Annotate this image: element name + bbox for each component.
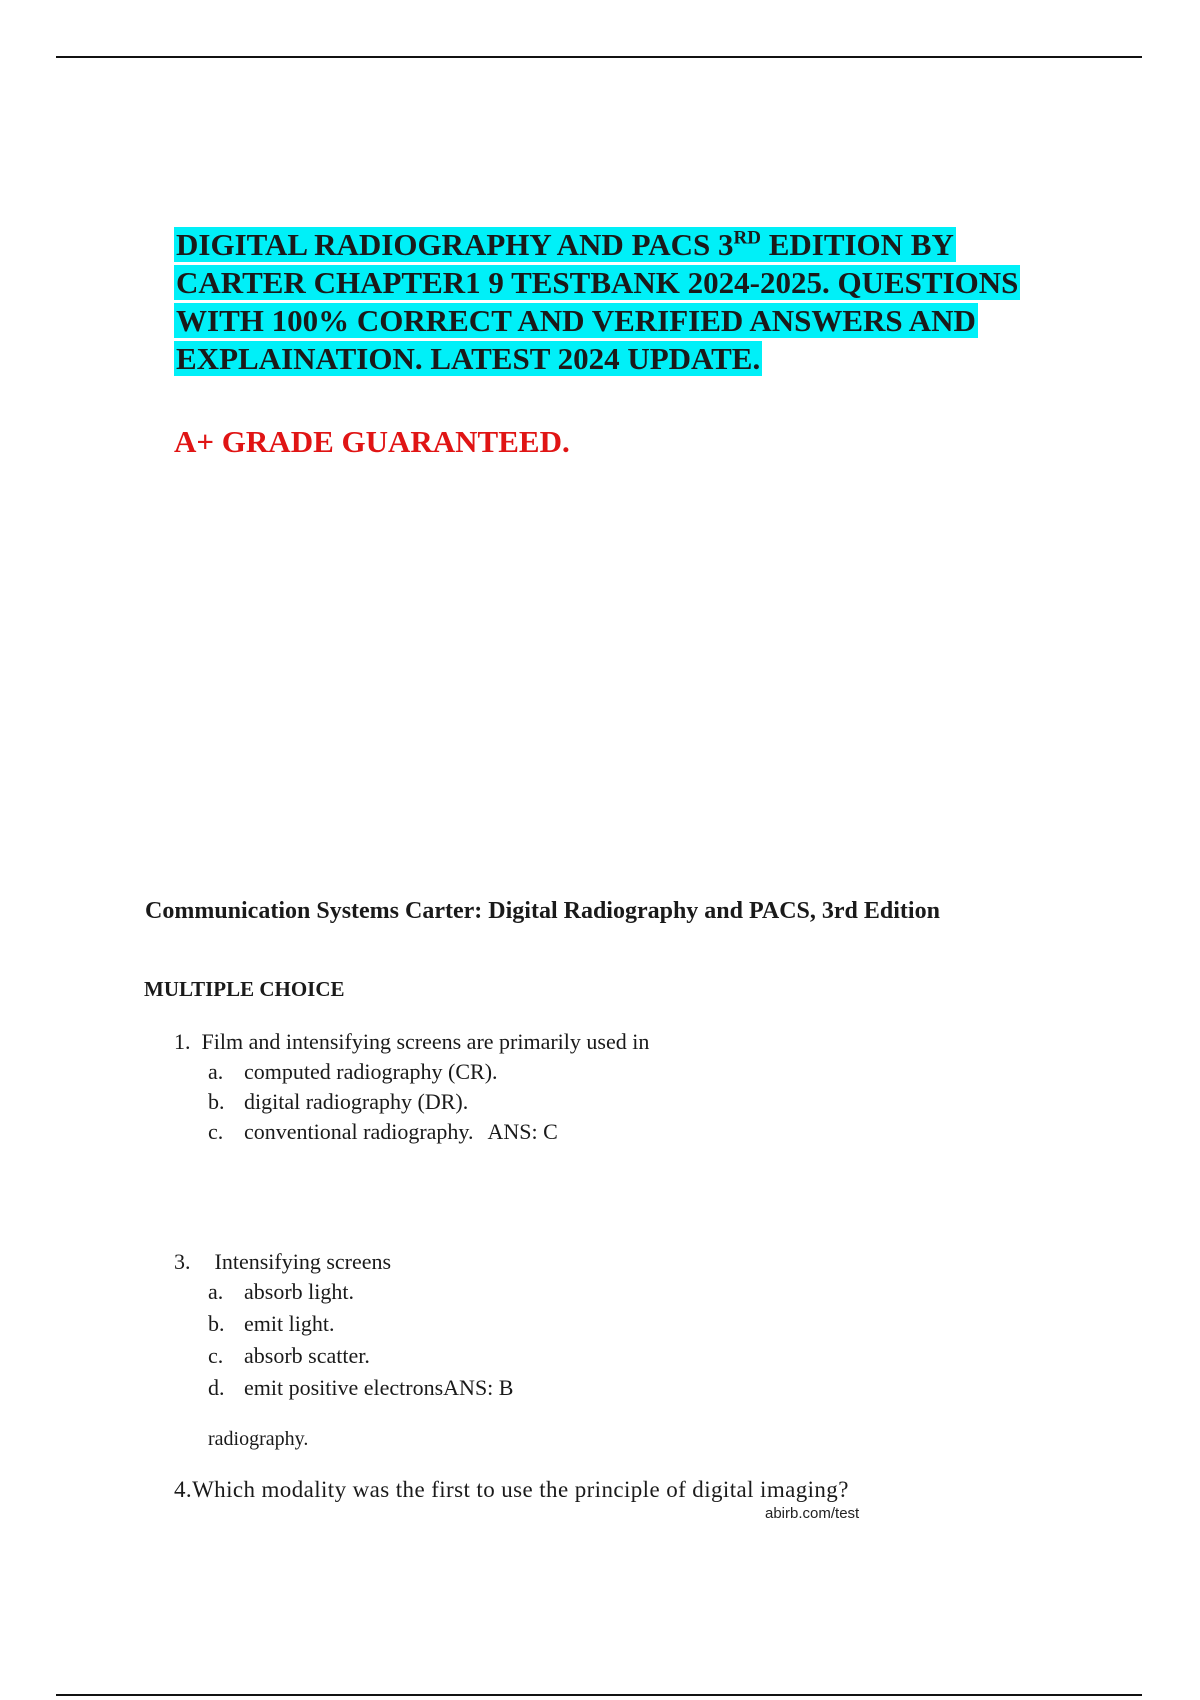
document-title	[174, 226, 1074, 378]
title-line-1-end: EDITION BY	[760, 227, 954, 262]
option-text: conventional radiography.	[244, 1119, 474, 1144]
grade-guarantee: A+ GRADE GUARANTEED.	[174, 424, 570, 459]
option-1c	[208, 1117, 558, 1147]
option-letter: c.	[208, 1343, 224, 1368]
stray-text: radiography.	[208, 1428, 309, 1450]
option-1a	[208, 1057, 498, 1087]
option-letter: a.	[208, 1059, 224, 1084]
option-text: digital radiography (DR).	[244, 1089, 469, 1114]
option-3a	[208, 1277, 354, 1307]
option-text: computed radiography (CR).	[244, 1059, 498, 1084]
option-1b	[208, 1087, 468, 1117]
question-1	[174, 1027, 649, 1057]
watermark-url: abirb.com/test	[765, 1505, 860, 1522]
option-letter: c.	[208, 1119, 224, 1144]
title-ordinal-suffix: RD	[733, 227, 761, 249]
title-line-1: DIGITAL RADIOGRAPHY AND PACS 3	[176, 227, 734, 262]
option-text: absorb light.	[244, 1279, 354, 1304]
question-text: Intensifying screens	[214, 1249, 392, 1274]
title-line-3: WITH 100% CORRECT AND VERIFIED ANSWERS AND	[176, 303, 976, 338]
option-text: emit positive electrons	[244, 1375, 444, 1400]
option-3c	[208, 1341, 370, 1371]
title-line-4: EXPLAINATION. LATEST 2024 UPDATE.	[176, 341, 761, 376]
option-3b	[208, 1309, 334, 1339]
answer-key: ANS: C	[487, 1119, 558, 1144]
option-letter: a.	[208, 1279, 224, 1304]
question-number: 1.	[174, 1029, 191, 1054]
question-number: 4.	[174, 1477, 193, 1502]
option-3d	[208, 1373, 513, 1403]
option-text: absorb scatter.	[244, 1343, 370, 1368]
option-text: emit light.	[244, 1311, 335, 1336]
answer-key: ANS: B	[443, 1375, 514, 1400]
option-letter: b.	[208, 1089, 225, 1114]
question-text: Which modality was the first to use the principle of digital imaging?	[192, 1477, 849, 1502]
title-line-2: CARTER CHAPTER1 9 TESTBANK 2024-2025. QUESTIONS	[176, 265, 1019, 300]
section-title: Communication Systems Carter: Digital Radiography and PACS, 3rd Edition	[145, 898, 940, 924]
option-letter: b.	[208, 1311, 225, 1336]
question-number: 3.	[174, 1249, 191, 1274]
top-rule	[56, 56, 1142, 58]
question-3	[174, 1247, 391, 1277]
question-4	[174, 1477, 849, 1503]
bottom-rule	[56, 1694, 1142, 1696]
multiple-choice-heading: MULTIPLE CHOICE	[144, 977, 345, 1001]
question-text: Film and intensifying screens are primarily used in	[201, 1029, 650, 1054]
option-letter: d.	[208, 1375, 225, 1400]
